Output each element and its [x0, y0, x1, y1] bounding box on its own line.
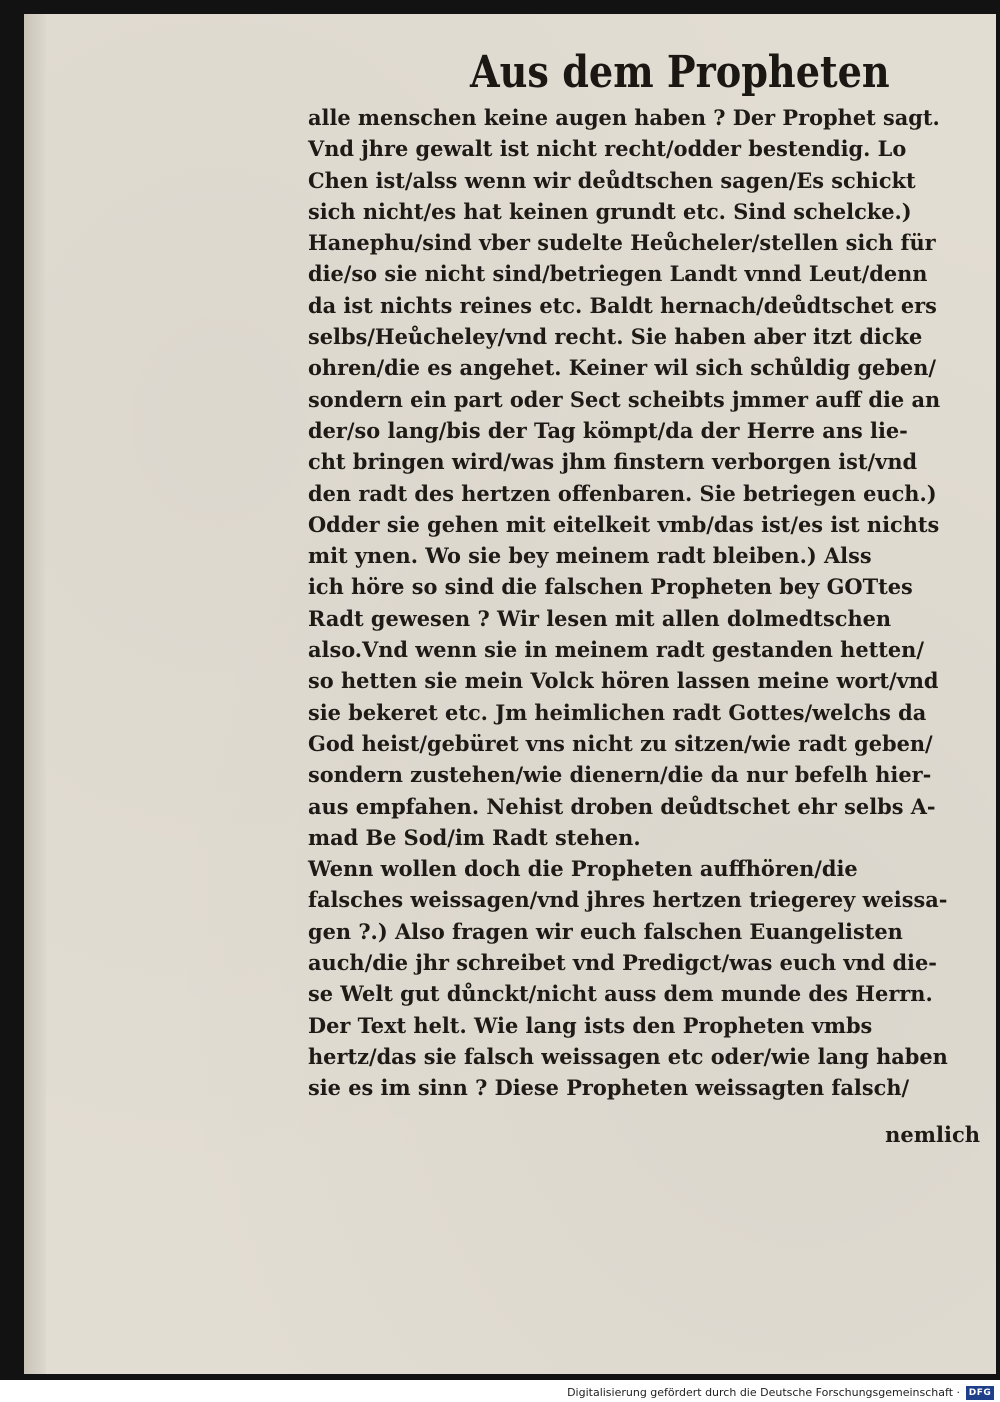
running-head: Aus dem Propheten	[470, 47, 890, 98]
text-line: aus empfahen. Nehist droben deůdtschet ehr selbs A-	[308, 793, 936, 819]
dfg-logo: DFG	[966, 1386, 994, 1400]
text-line: also.Vnd wenn sie in meinem radt gestanden hetten/	[308, 637, 925, 663]
text-line: hertz/das sie falsch weissagen etc oder/wie lang haben	[308, 1043, 948, 1069]
text-line: sich nicht/es hat keinen grundt etc. Sind schelcke.)	[308, 198, 912, 224]
page-gutter	[24, 14, 46, 1374]
text-line: selbs/Heůcheley/vnd recht. Sie haben aber itzt dicke	[308, 324, 923, 350]
catchword: nemlich	[885, 1122, 980, 1147]
text-line: der/so lang/bis der Tag kömpt/da der Herre ans lie-	[308, 417, 908, 443]
text-line: so hetten sie mein Volck hören lassen meine wort/vnd	[308, 668, 939, 694]
text-line: Odder sie gehen mit eitelkeit vmb/das ist/es ist nichts	[308, 511, 940, 537]
text-line: Radt gewesen ? Wir lesen mit allen dolmedtschen	[308, 605, 892, 631]
text-line: mit ynen. Wo sie bey meinem radt bleiben.) Alss	[308, 543, 872, 569]
text-line: Wenn wollen doch die Propheten auffhören/die	[308, 856, 858, 882]
text-line: ich höre so sind die falschen Propheten bey GOTtes	[308, 574, 913, 600]
funding-credit: Digitalisierung gefördert durch die Deutsche Forschungsgemeinschaft ·	[567, 1386, 960, 1399]
text-line: sondern ein part oder Sect scheibts jmmer auff die an	[308, 386, 941, 412]
text-line: Der Text helt. Wie lang ists den Propheten vmbs	[308, 1012, 873, 1038]
text-line: falsches weissagen/vnd jhres hertzen triegerey weissa-	[308, 887, 948, 913]
text-line: cht bringen wird/was jhm finstern verborgen ist/vnd	[308, 449, 918, 475]
text-line: die/so sie nicht sind/betriegen Landt vnnd Leut/denn	[308, 261, 928, 287]
text-line: sie bekeret etc. Jm heimlichen radt Gottes/welchs da	[308, 699, 927, 725]
text-line: Chen ist/alss wenn wir deůdtschen sagen/Es schickt	[308, 167, 916, 193]
text-line: Hanephu/sind vber sudelte Heůcheler/stellen sich für	[308, 230, 936, 256]
text-line: mad Be Sod/im Radt stehen.	[308, 824, 641, 850]
text-line: sondern zustehen/wie dienern/die da nur befelh hier-	[308, 762, 932, 788]
text-line: gen ?.) Also fragen wir euch falschen Euangelisten	[308, 918, 903, 944]
text-line: ohren/die es angehet. Keiner wil sich schůldig geben/	[308, 355, 937, 381]
text-line: auch/die jhr schreibet vnd Predigct/was euch vnd die-	[308, 950, 937, 976]
text-line: den radt des hertzen offenbaren. Sie betriegen euch.)	[308, 480, 937, 506]
body-text	[308, 102, 980, 1104]
text-line: God heist/gebüret vns nicht zu sitzen/wie radt geben/	[308, 730, 933, 756]
text-line: sie es im sinn ? Diese Propheten weissagten falsch/	[308, 1075, 910, 1101]
text-line: Vnd jhre gewalt ist nicht recht/odder bestendig. Lo	[308, 136, 907, 162]
text-line: se Welt gut důnckt/nicht auss dem munde des Herrn.	[308, 981, 933, 1007]
text-line: alle menschen keine augen haben ? Der Prophet sagt.	[308, 105, 940, 130]
footer-bar	[0, 1384, 1000, 1402]
text-line: da ist nichts reines etc. Baldt hernach/deůdtschet ers	[308, 292, 937, 318]
